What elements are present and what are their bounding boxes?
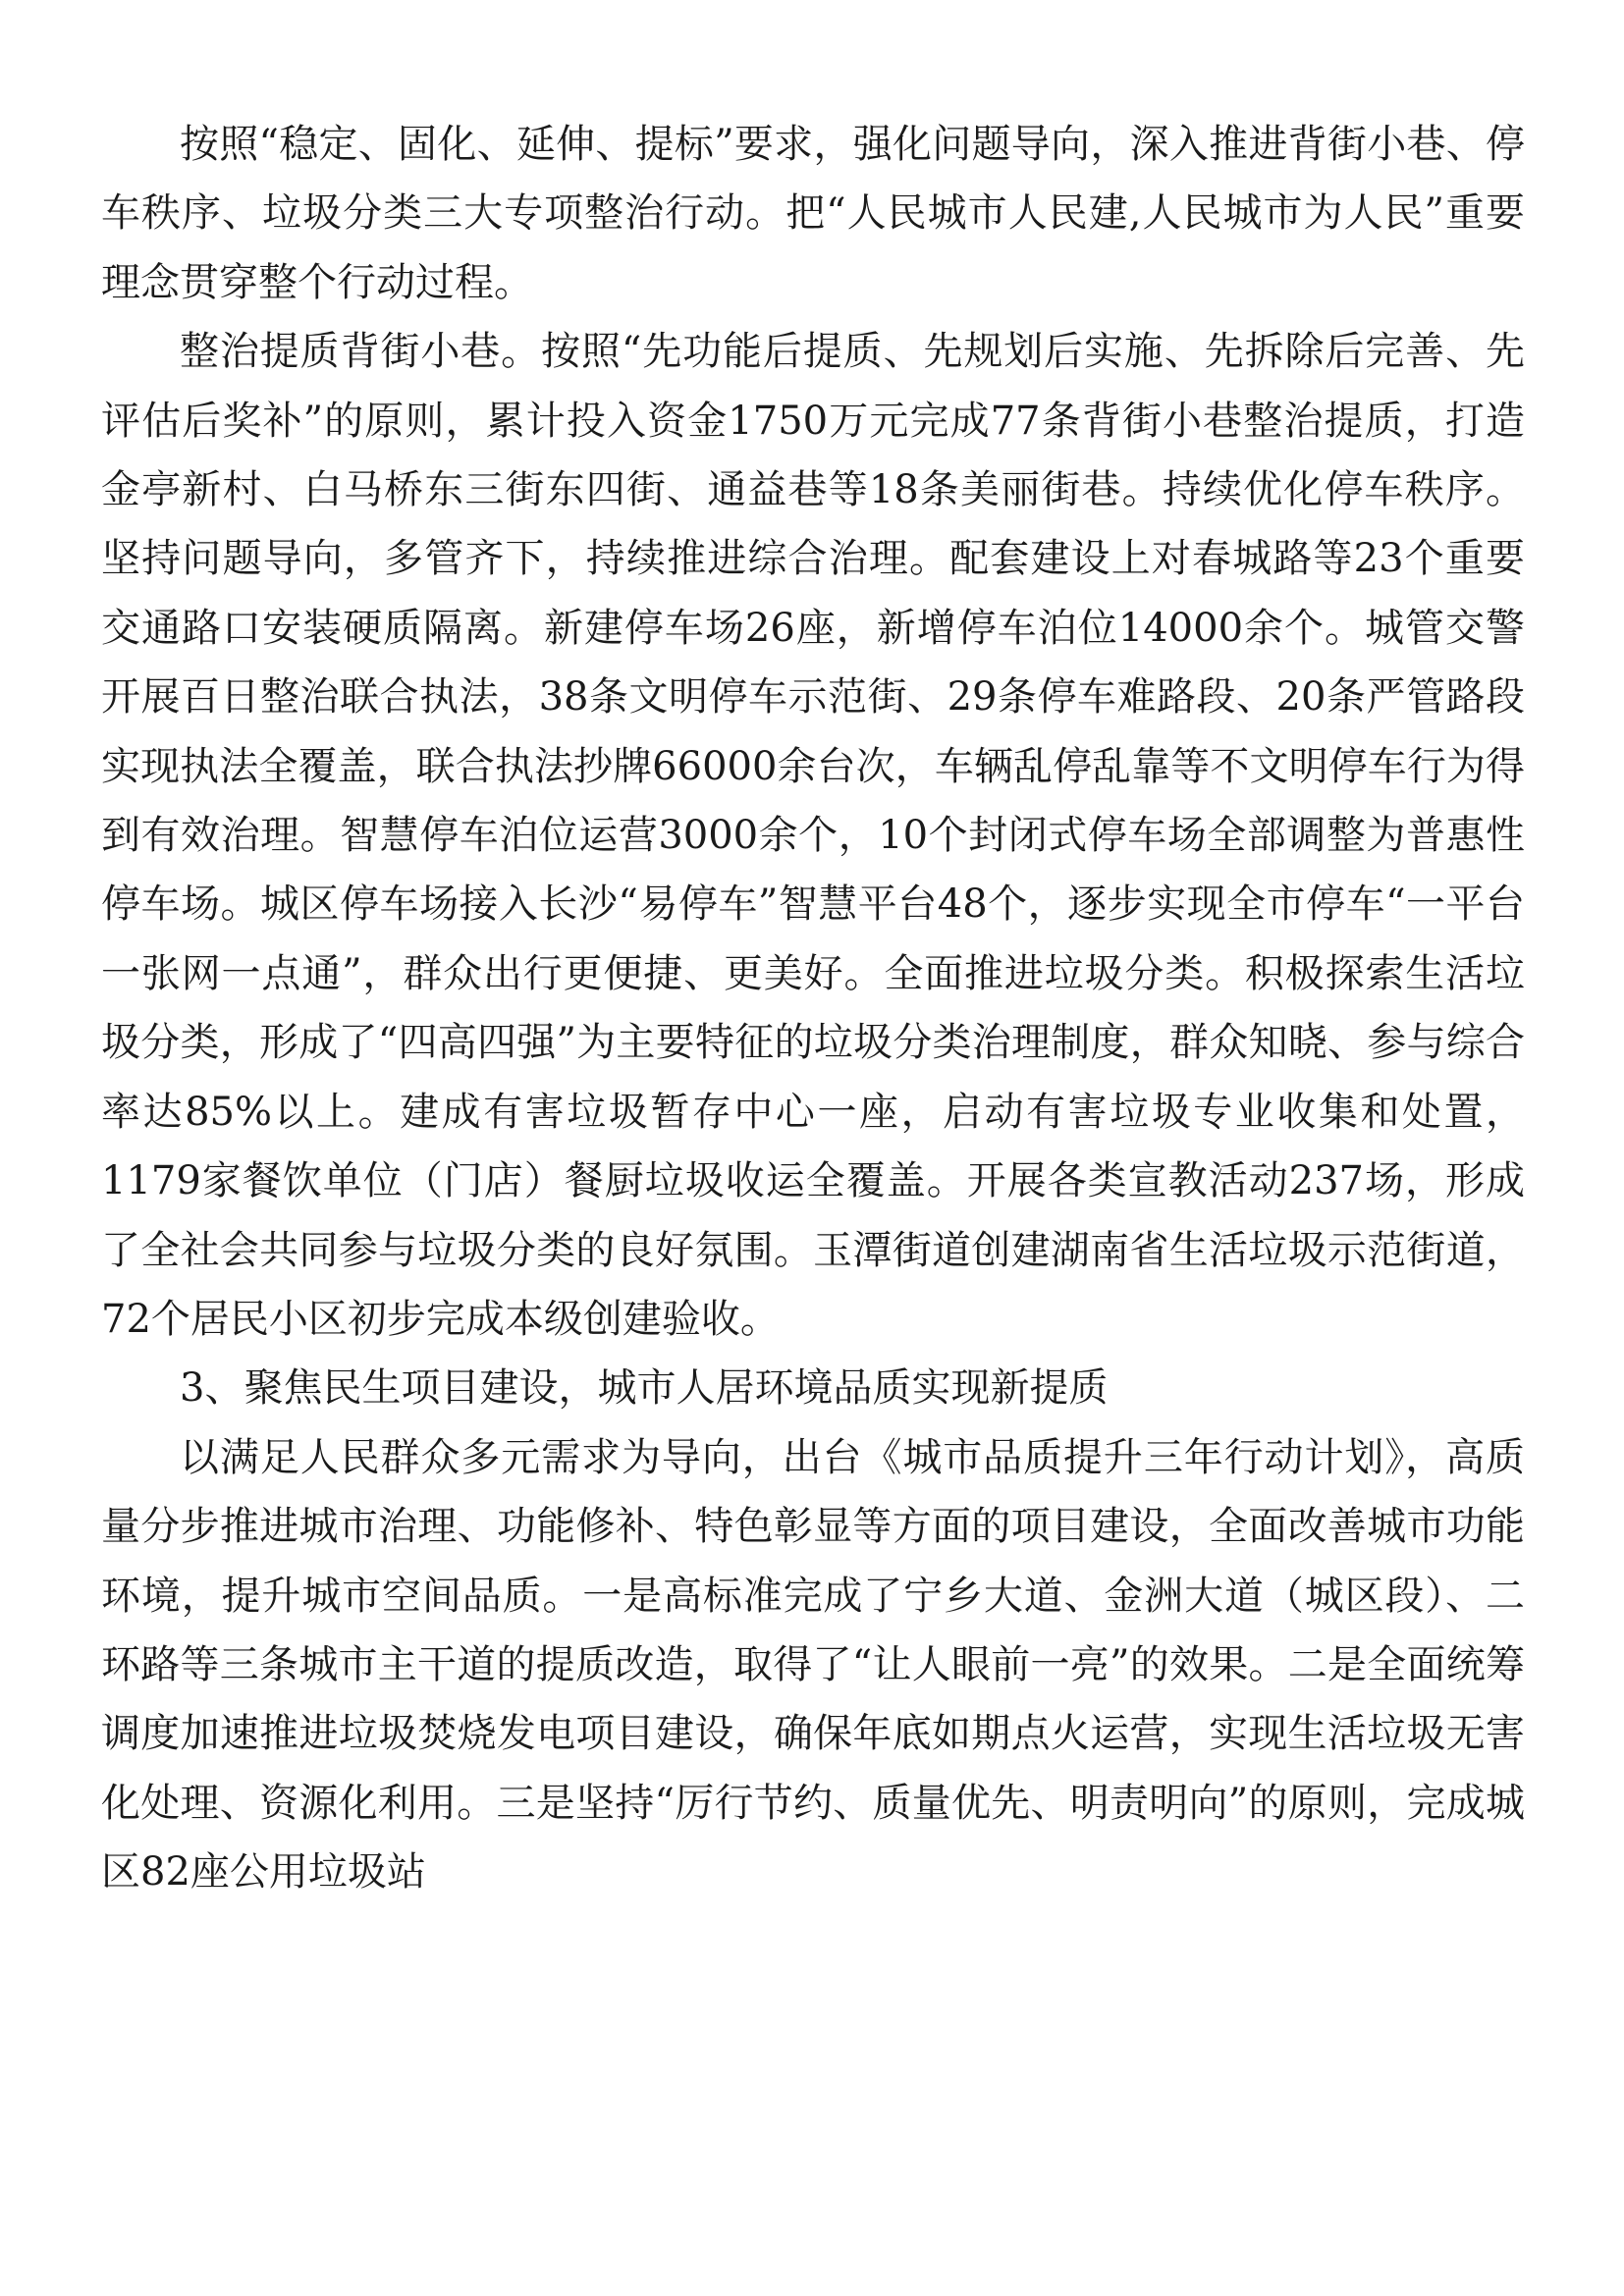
paragraph-project-construction: 以满足人民群众多元需求为导向，出台《城市品质提升三年行动计划》，高质量分步推进城市治理、功能修补、特色彰显等方面的项目建设，全面改善城市功能环境，提升城市空间品质。一是高标准完成了宁乡大道、金洲大道（城区段）、二环路等三条城市主干道的提质改造，取得了“让人眼前一亮”的效果。二是全面统筹调度加速推进垃圾焚烧发电项目建设，确保年底如期点火运营，实现生活垃圾无害化处理、资源化利用。三是坚持“厉行节约、质量优先、明责明向”的原则，完成城区82座公用垃圾站 xyxy=(101,1434,1525,1896)
paragraph-remediation-requirements: 按照“稳定、固化、延伸、提标”要求，强化问题导向，深入推进背街小巷、停车秩序、垃圾分类三大专项整治行动。把“人民城市人民建,人民城市为人民”重要理念贯穿整个行动过程。 xyxy=(101,122,1525,305)
paragraph-remediation-details: 整治提质背街小巷。按照“先功能后提质、先规划后实施、先拆除后完善、先评估后奖补”的原则，累计投入资金1750万元完成77条背街小巷整治提质，打造金亭新村、白马桥东三街东四街、通益巷等18条美丽街巷。持续优化停车秩序。坚持问题导向，多管齐下，持续推进综合治理。配套建设上对春城路等23个重要交通路口安装硬质隔离。新建停车场26座，新增停车泊位14000余个。城管交警开展百日整治联合执法，38条文明停车示范街、29条停车难路段、20条严管路段实现执法全覆盖，联合执法抄牌66000余台次，车辆乱停乱靠等不文明停车行为得到有效治理。智慧停车泊位运营3000余个，10个封闭式停车场全部调整为普惠性停车场。城区停车场接入长沙“易停车”智慧平台48个，逐步实现全市停车“一平台一张网一点通”，群众出行更便捷、更美好。全面推进垃圾分类。积极探索生活垃圾分类，形成了“四高四强”为主要特征的垃圾分类治理制度，群众知晓、参与综合率达85%以上。建成有害垃圾暂存中心一座，启动有害垃圾专业收集和处置，1179家餐饮单位（门店）餐厨垃圾收运全覆盖。开展各类宣教活动237场，形成了全社会共同参与垃圾分类的良好氛围。玉潭街道创建湖南省生活垃圾示范街道，72个居民小区初步完成本级创建验收。 xyxy=(101,329,1525,1342)
document-body xyxy=(101,110,1525,1907)
section-heading-3: 3、聚焦民生项目建设，城市人居环境品质实现新提质 xyxy=(180,1365,1109,1412)
